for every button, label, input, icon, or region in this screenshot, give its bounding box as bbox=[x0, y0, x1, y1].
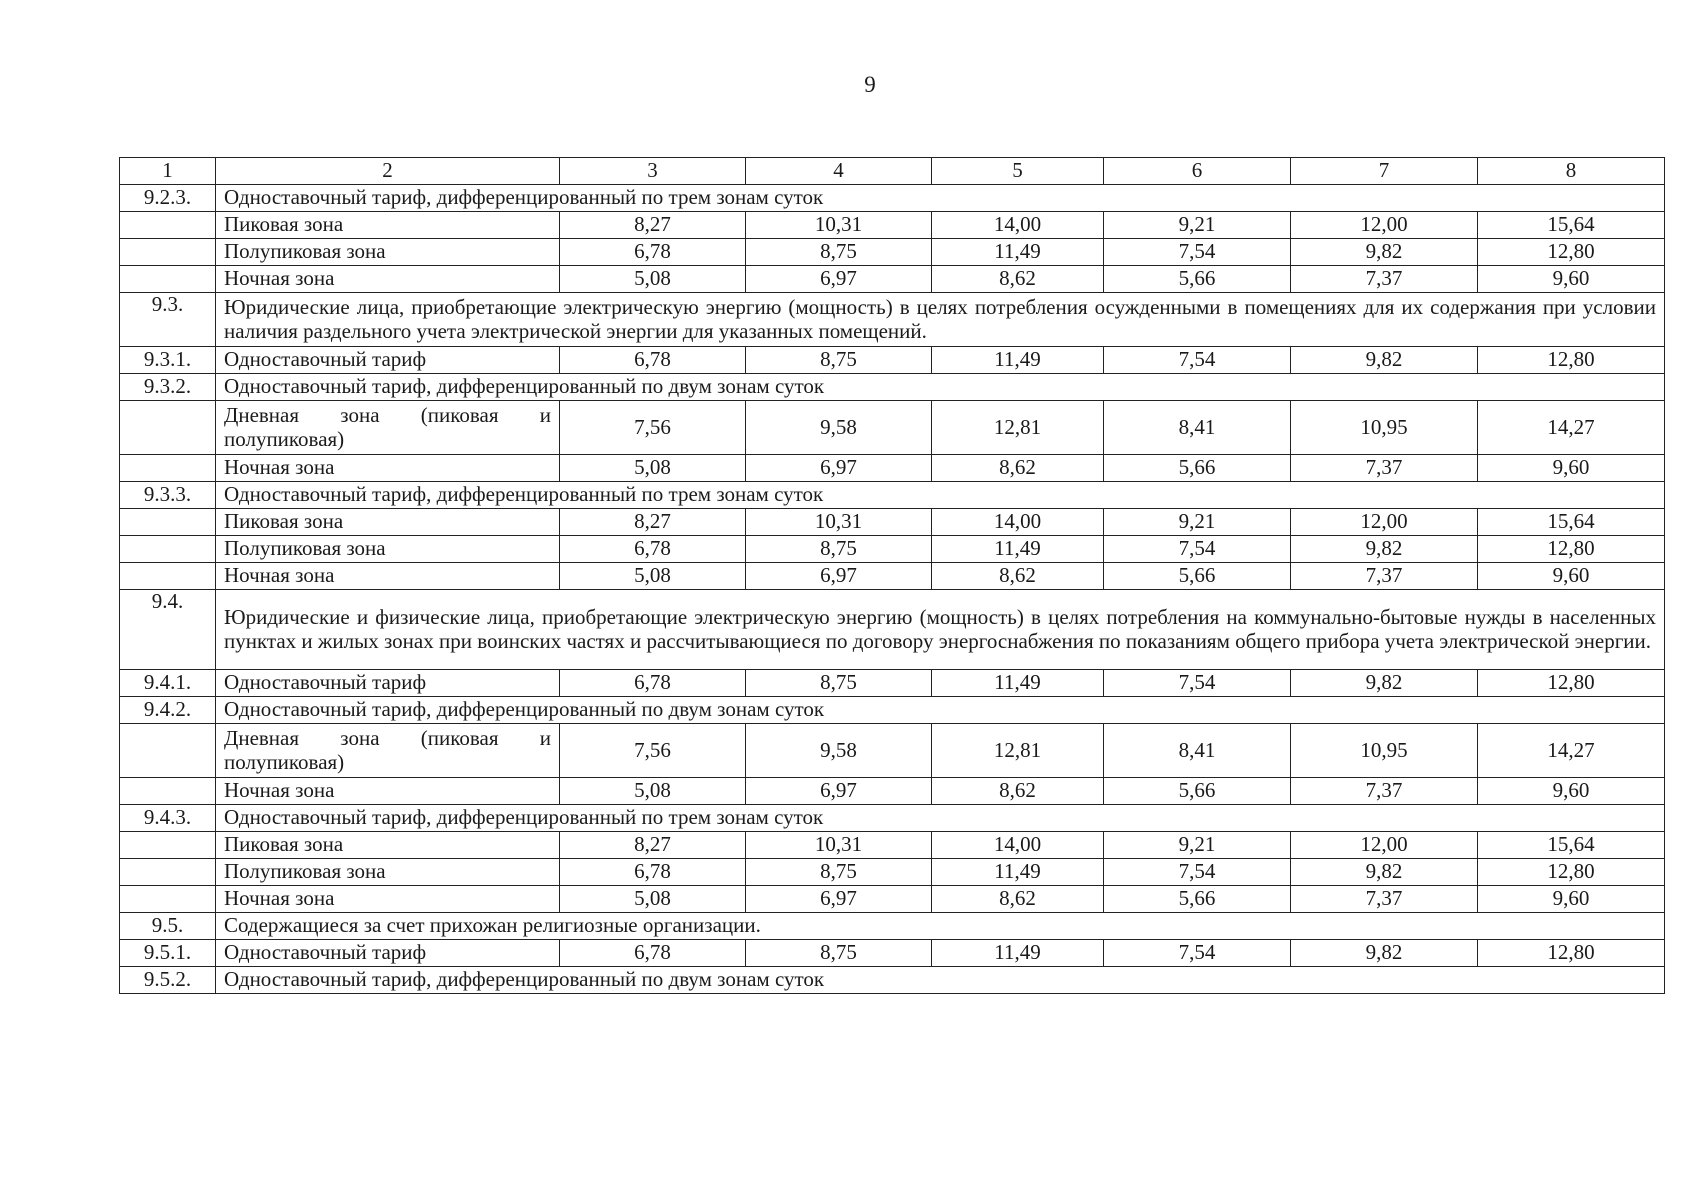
section-label: Одноставочный тариф, дифференцированный по трем зонам суток bbox=[216, 482, 1665, 509]
header-cell: 6 bbox=[1104, 158, 1291, 185]
value-cell: 6,97 bbox=[746, 563, 932, 590]
value-cell: 7,54 bbox=[1104, 859, 1291, 886]
section-row bbox=[120, 293, 1665, 347]
value-cell: 10,31 bbox=[746, 509, 932, 536]
value-cell: 8,75 bbox=[746, 670, 932, 697]
row-index bbox=[120, 886, 216, 913]
value-cell: 6,97 bbox=[746, 266, 932, 293]
row-index bbox=[120, 239, 216, 266]
row-index: 9.3. bbox=[120, 293, 216, 347]
row-index: 9.4.1. bbox=[120, 670, 216, 697]
value-cell: 5,66 bbox=[1104, 778, 1291, 805]
value-cell: 9,60 bbox=[1478, 778, 1665, 805]
value-cell: 8,62 bbox=[932, 886, 1104, 913]
value-cell: 9,82 bbox=[1291, 940, 1478, 967]
row-index bbox=[120, 832, 216, 859]
row-index bbox=[120, 266, 216, 293]
section-row bbox=[120, 185, 1665, 212]
table-row bbox=[120, 266, 1665, 293]
table-row bbox=[120, 455, 1665, 482]
value-cell: 6,78 bbox=[560, 239, 746, 266]
value-cell: 8,75 bbox=[746, 859, 932, 886]
table-row bbox=[120, 670, 1665, 697]
value-cell: 15,64 bbox=[1478, 509, 1665, 536]
value-cell: 6,78 bbox=[560, 536, 746, 563]
row-index: 9.4. bbox=[120, 590, 216, 670]
header-cell: 1 bbox=[120, 158, 216, 185]
row-index: 9.5.2. bbox=[120, 967, 216, 994]
value-cell: 10,95 bbox=[1291, 401, 1478, 455]
value-cell: 7,56 bbox=[560, 401, 746, 455]
value-cell: 6,78 bbox=[560, 670, 746, 697]
value-cell: 9,82 bbox=[1291, 239, 1478, 266]
value-cell: 10,31 bbox=[746, 212, 932, 239]
row-index bbox=[120, 563, 216, 590]
value-cell: 14,00 bbox=[932, 212, 1104, 239]
row-index bbox=[120, 724, 216, 778]
value-cell: 6,78 bbox=[560, 347, 746, 374]
header-cell: 4 bbox=[746, 158, 932, 185]
value-cell: 5,08 bbox=[560, 886, 746, 913]
header-cell: 3 bbox=[560, 158, 746, 185]
row-label: Пиковая зона bbox=[216, 509, 560, 536]
row-index bbox=[120, 536, 216, 563]
row-label: Ночная зона bbox=[216, 886, 560, 913]
section-row bbox=[120, 805, 1665, 832]
value-cell: 12,81 bbox=[932, 724, 1104, 778]
value-cell: 7,54 bbox=[1104, 940, 1291, 967]
tariff-table bbox=[119, 157, 1665, 994]
value-cell: 5,08 bbox=[560, 778, 746, 805]
value-cell: 5,08 bbox=[560, 266, 746, 293]
value-cell: 8,41 bbox=[1104, 724, 1291, 778]
value-cell: 12,00 bbox=[1291, 832, 1478, 859]
row-label: Дневная зона (пиковая и полупиковая) bbox=[216, 724, 560, 778]
table-row bbox=[120, 239, 1665, 266]
value-cell: 7,37 bbox=[1291, 563, 1478, 590]
value-cell: 8,75 bbox=[746, 347, 932, 374]
row-index bbox=[120, 509, 216, 536]
header-cell: 2 bbox=[216, 158, 560, 185]
value-cell: 10,95 bbox=[1291, 724, 1478, 778]
table-row bbox=[120, 509, 1665, 536]
value-cell: 8,41 bbox=[1104, 401, 1291, 455]
value-cell: 12,80 bbox=[1478, 940, 1665, 967]
table-row bbox=[120, 401, 1665, 455]
value-cell: 10,31 bbox=[746, 832, 932, 859]
row-index bbox=[120, 859, 216, 886]
table-row bbox=[120, 536, 1665, 563]
row-index: 9.3.1. bbox=[120, 347, 216, 374]
row-index bbox=[120, 778, 216, 805]
row-index: 9.2.3. bbox=[120, 185, 216, 212]
row-label: Полупиковая зона bbox=[216, 536, 560, 563]
row-index: 9.5.1. bbox=[120, 940, 216, 967]
table-row bbox=[120, 347, 1665, 374]
value-cell: 5,08 bbox=[560, 563, 746, 590]
value-cell: 8,75 bbox=[746, 536, 932, 563]
section-row bbox=[120, 697, 1665, 724]
value-cell: 7,37 bbox=[1291, 266, 1478, 293]
value-cell: 8,62 bbox=[932, 563, 1104, 590]
value-cell: 6,78 bbox=[560, 940, 746, 967]
value-cell: 8,75 bbox=[746, 239, 932, 266]
row-index bbox=[120, 212, 216, 239]
value-cell: 9,82 bbox=[1291, 859, 1478, 886]
value-cell: 14,00 bbox=[932, 509, 1104, 536]
value-cell: 12,00 bbox=[1291, 212, 1478, 239]
value-cell: 9,21 bbox=[1104, 212, 1291, 239]
table-row bbox=[120, 859, 1665, 886]
value-cell: 8,27 bbox=[560, 212, 746, 239]
value-cell: 6,78 bbox=[560, 859, 746, 886]
section-row bbox=[120, 374, 1665, 401]
header-cell: 8 bbox=[1478, 158, 1665, 185]
table-row bbox=[120, 832, 1665, 859]
table-row bbox=[120, 886, 1665, 913]
value-cell: 12,80 bbox=[1478, 239, 1665, 266]
value-cell: 12,80 bbox=[1478, 859, 1665, 886]
row-label: Ночная зона bbox=[216, 778, 560, 805]
value-cell: 12,80 bbox=[1478, 536, 1665, 563]
value-cell: 15,64 bbox=[1478, 212, 1665, 239]
value-cell: 14,27 bbox=[1478, 724, 1665, 778]
value-cell: 7,54 bbox=[1104, 239, 1291, 266]
value-cell: 9,82 bbox=[1291, 347, 1478, 374]
value-cell: 8,75 bbox=[746, 940, 932, 967]
value-cell: 9,60 bbox=[1478, 886, 1665, 913]
value-cell: 7,37 bbox=[1291, 886, 1478, 913]
row-label: Полупиковая зона bbox=[216, 859, 560, 886]
row-label: Ночная зона bbox=[216, 563, 560, 590]
value-cell: 12,81 bbox=[932, 401, 1104, 455]
section-label: Содержащиеся за счет прихожан религиозные организации. bbox=[216, 913, 1665, 940]
header-cell: 5 bbox=[932, 158, 1104, 185]
value-cell: 11,49 bbox=[932, 940, 1104, 967]
value-cell: 12,00 bbox=[1291, 509, 1478, 536]
section-label: Одноставочный тариф, дифференцированный по двум зонам суток bbox=[216, 374, 1665, 401]
value-cell: 11,49 bbox=[932, 859, 1104, 886]
value-cell: 9,82 bbox=[1291, 670, 1478, 697]
value-cell: 14,27 bbox=[1478, 401, 1665, 455]
value-cell: 6,97 bbox=[746, 778, 932, 805]
value-cell: 7,54 bbox=[1104, 536, 1291, 563]
value-cell: 9,58 bbox=[746, 724, 932, 778]
value-cell: 11,49 bbox=[932, 536, 1104, 563]
row-index bbox=[120, 455, 216, 482]
header-cell: 7 bbox=[1291, 158, 1478, 185]
value-cell: 5,66 bbox=[1104, 266, 1291, 293]
table-row bbox=[120, 778, 1665, 805]
row-label: Пиковая зона bbox=[216, 212, 560, 239]
section-label: Юридические и физические лица, приобретающие электрическую энергию (мощность) в целях потребления на коммунально-бытовые нужды в населенных пунктах и жилых зонах при воинских частях и рассчитывающиеся по договору энергоснабжения по показаниям общего прибора учета электрической энергии. bbox=[216, 590, 1665, 670]
section-row bbox=[120, 482, 1665, 509]
value-cell: 5,08 bbox=[560, 455, 746, 482]
value-cell: 8,62 bbox=[932, 266, 1104, 293]
section-label: Одноставочный тариф, дифференцированный по двум зонам суток bbox=[216, 697, 1665, 724]
row-index: 9.5. bbox=[120, 913, 216, 940]
value-cell: 5,66 bbox=[1104, 563, 1291, 590]
section-label: Одноставочный тариф, дифференцированный по трем зонам суток bbox=[216, 805, 1665, 832]
row-label: Одноставочный тариф bbox=[216, 347, 560, 374]
value-cell: 7,56 bbox=[560, 724, 746, 778]
value-cell: 8,62 bbox=[932, 455, 1104, 482]
value-cell: 6,97 bbox=[746, 455, 932, 482]
row-index: 9.4.2. bbox=[120, 697, 216, 724]
value-cell: 7,54 bbox=[1104, 347, 1291, 374]
value-cell: 7,37 bbox=[1291, 778, 1478, 805]
value-cell: 9,21 bbox=[1104, 509, 1291, 536]
value-cell: 11,49 bbox=[932, 347, 1104, 374]
page-number: 9 bbox=[864, 72, 876, 97]
table-row bbox=[120, 212, 1665, 239]
value-cell: 6,97 bbox=[746, 886, 932, 913]
value-cell: 11,49 bbox=[932, 670, 1104, 697]
value-cell: 12,80 bbox=[1478, 670, 1665, 697]
value-cell: 14,00 bbox=[932, 832, 1104, 859]
row-index: 9.3.2. bbox=[120, 374, 216, 401]
value-cell: 15,64 bbox=[1478, 832, 1665, 859]
value-cell: 9,82 bbox=[1291, 536, 1478, 563]
section-label: Юридические лица, приобретающие электрическую энергию (мощность) в целях потребления осужденными в помещениях для их содержания при условии наличия раздельного учета электрической энергии для указанных помещений. bbox=[216, 293, 1665, 347]
row-label: Одноставочный тариф bbox=[216, 670, 560, 697]
value-cell: 5,66 bbox=[1104, 455, 1291, 482]
value-cell: 9,21 bbox=[1104, 832, 1291, 859]
value-cell: 5,66 bbox=[1104, 886, 1291, 913]
value-cell: 12,80 bbox=[1478, 347, 1665, 374]
row-label: Полупиковая зона bbox=[216, 239, 560, 266]
row-label: Ночная зона bbox=[216, 266, 560, 293]
value-cell: 8,27 bbox=[560, 509, 746, 536]
row-index: 9.4.3. bbox=[120, 805, 216, 832]
row-label: Дневная зона (пиковая и полупиковая) bbox=[216, 401, 560, 455]
table-row bbox=[120, 563, 1665, 590]
header-row bbox=[120, 158, 1665, 185]
value-cell: 7,37 bbox=[1291, 455, 1478, 482]
value-cell: 9,60 bbox=[1478, 266, 1665, 293]
section-label: Одноставочный тариф, дифференцированный по трем зонам суток bbox=[216, 185, 1665, 212]
section-row bbox=[120, 913, 1665, 940]
value-cell: 8,27 bbox=[560, 832, 746, 859]
value-cell: 11,49 bbox=[932, 239, 1104, 266]
row-index: 9.3.3. bbox=[120, 482, 216, 509]
section-row bbox=[120, 967, 1665, 994]
table-row bbox=[120, 724, 1665, 778]
section-row bbox=[120, 590, 1665, 670]
value-cell: 7,54 bbox=[1104, 670, 1291, 697]
row-label: Ночная зона bbox=[216, 455, 560, 482]
value-cell: 9,60 bbox=[1478, 563, 1665, 590]
value-cell: 8,62 bbox=[932, 778, 1104, 805]
row-label: Пиковая зона bbox=[216, 832, 560, 859]
value-cell: 9,58 bbox=[746, 401, 932, 455]
row-label: Одноставочный тариф bbox=[216, 940, 560, 967]
table-row bbox=[120, 940, 1665, 967]
row-index bbox=[120, 401, 216, 455]
section-label: Одноставочный тариф, дифференцированный по двум зонам суток bbox=[216, 967, 1665, 994]
value-cell: 9,60 bbox=[1478, 455, 1665, 482]
